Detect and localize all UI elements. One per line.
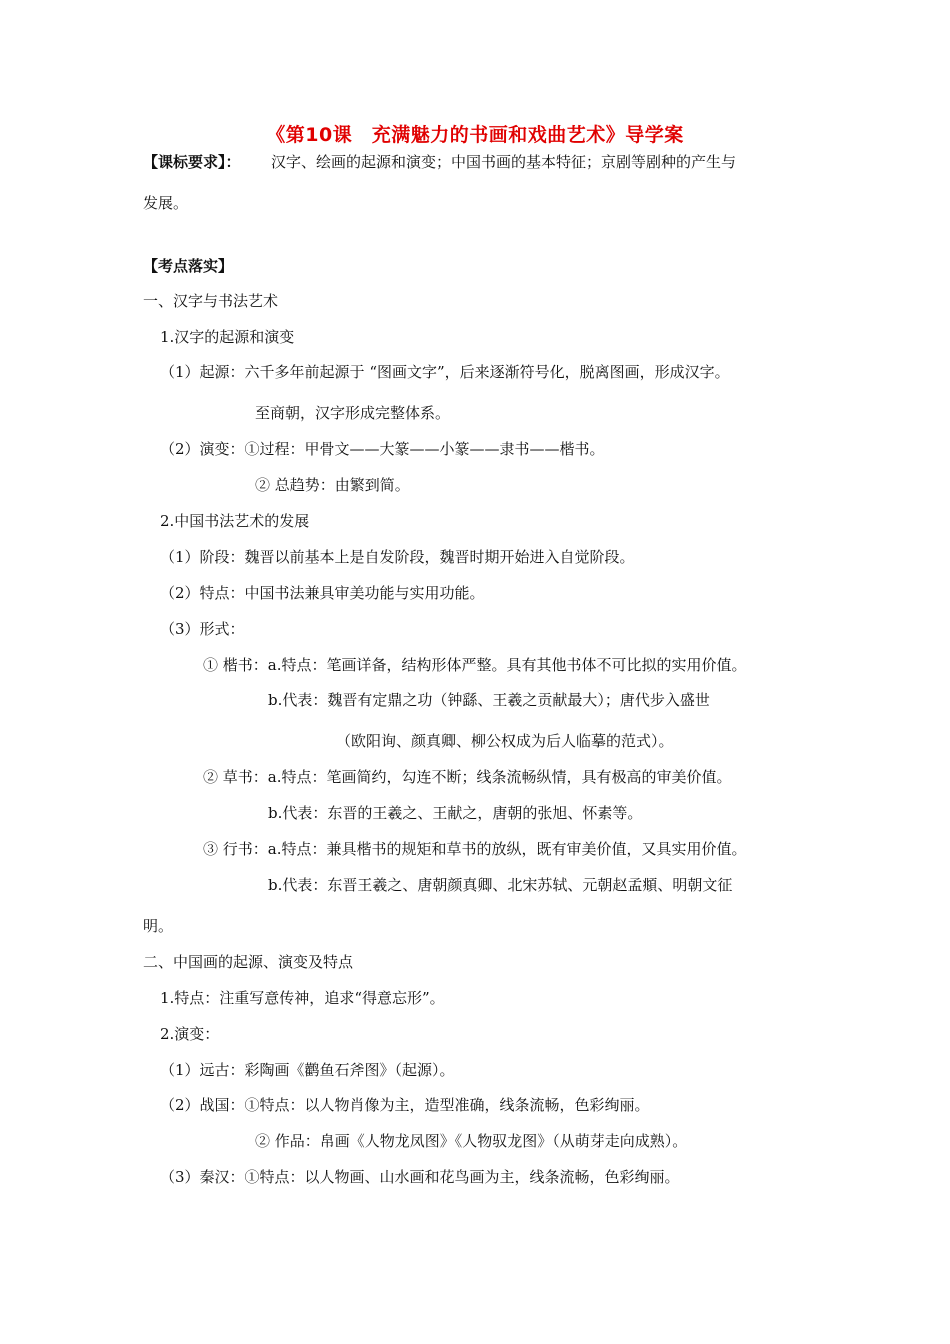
body-line: （1）远古：彩陶画《鹳鱼石斧图》（起源）。 [160,1061,455,1079]
body-line: （2）特点：中国书法兼具审美功能与实用功能。 [160,584,485,602]
body-line: 至商朝，汉字形成完整体系。 [255,404,451,422]
body-line: （3）形式： [160,620,245,638]
standard-text-line1: 汉字、绘画的起源和演变；中国书画的基本特征；京剧等剧种的产生与 [271,153,737,171]
body-line: （欧阳询、颜真卿、柳公权成为后人临摹的范式）。 [336,732,674,750]
standard-text-line2: 发展。 [143,194,189,212]
body-line: 明。 [143,917,174,935]
body-line: （2）演变：①过程：甲骨文——大篆——小篆——隶书——楷书。 [160,440,605,458]
body-line: 1.特点：注重写意传神，追求“得意忘形”。 [160,989,445,1007]
body-line: （1）起源：六千多年前起源于 “图画文字”，后来逐渐符号化，脱离图画，形成汉字。 [160,363,730,381]
body-line: （1）阶段：魏晋以前基本上是自发阶段，魏晋时期开始进入自觉阶段。 [160,548,635,566]
body-line: （3）秦汉：①特点：以人物画、山水画和花鸟画为主，线条流畅，色彩绚丽。 [160,1168,680,1186]
body-line: b.代表：魏晋有定鼎之功（钟繇、王羲之贡献最大）；唐代步入盛世 [268,691,710,709]
body-line: b.代表：东晋王羲之、唐朝颜真卿、北宋苏轼、元朝赵孟頫、明朝文征 [268,876,733,894]
heading-level2: 2.中国书法艺术的发展 [160,512,310,530]
section-heading: 【考点落实】 [143,257,234,275]
standard-label: 【课标要求】： [143,153,241,171]
heading-level1: 一、汉字与书法艺术 [143,292,279,310]
body-line: ② 总趋势：由繁到简。 [255,476,410,494]
body-line: ① 楷书：a.特点：笔画详备，结构形体严整。具有其他书体不可比拟的实用价值。 [203,656,747,674]
heading-level2: 2.演变： [160,1025,220,1043]
body-line: （2）战国：①特点：以人物肖像为主，造型准确，线条流畅，色彩绚丽。 [160,1096,650,1114]
body-line: ③ 行书：a.特点：兼具楷书的规矩和草书的放纵，既有审美价值，又具实用价值。 [203,840,747,858]
heading-level2: 1.汉字的起源和演变 [160,328,295,346]
body-line: ② 草书：a.特点：笔画简约，勾连不断；线条流畅纵情，具有极高的审美价值。 [203,768,732,786]
heading-level1: 二、中国画的起源、演变及特点 [143,953,354,971]
body-line: ② 作品：帛画《人物龙凤图》《人物驭龙图》（从萌芽走向成熟）。 [255,1132,688,1150]
body-line: b.代表：东晋的王羲之、王献之，唐朝的张旭、怀素等。 [268,804,643,822]
document-title: 《第10课 充满魅力的书画和戏曲艺术》导学案 [266,124,684,146]
